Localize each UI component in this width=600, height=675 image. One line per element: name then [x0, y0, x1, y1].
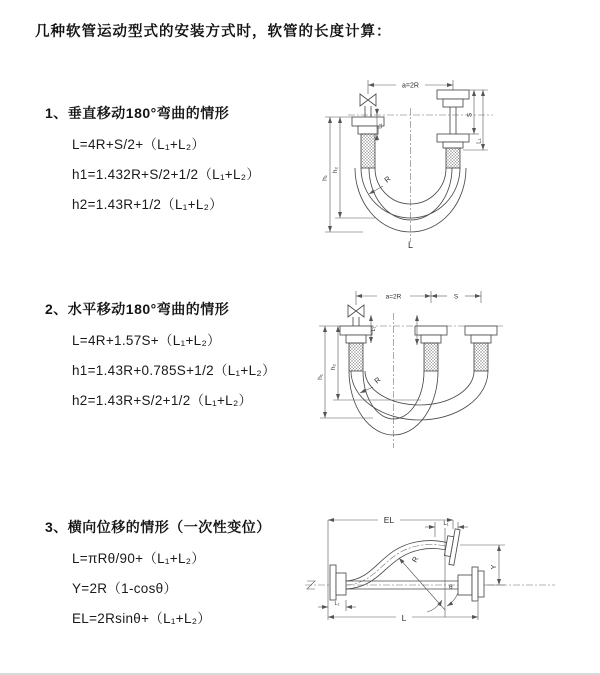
- dim-h1-label: h₁: [317, 374, 324, 380]
- dim-l1-top: [425, 521, 468, 537]
- dim-l1: [371, 315, 417, 345]
- diagram-lateral-displacement: [300, 505, 600, 645]
- braided-hose-end: [446, 148, 460, 168]
- dim-l: [328, 602, 478, 623]
- formula-h1: h1=1.432R+S/2+1/2（L₁+L₂）: [72, 167, 261, 182]
- dim-a-label: a=2R: [385, 293, 402, 301]
- diagram-horizontal-180-bend: [313, 283, 563, 463]
- left-pipe-assembly: [352, 106, 384, 168]
- page-title: 几种软管运动型式的安装方式时，软管的长度计算：: [35, 24, 392, 40]
- formula-l: L=4R+S/2+（L₁+L₂）: [72, 137, 206, 152]
- section-1-heading: 1、垂直移动180°弯曲的情形: [45, 105, 230, 121]
- dim-s-label: S: [466, 112, 474, 118]
- radius-callout: [369, 174, 393, 194]
- dim-l1-left-label: L₁: [334, 601, 340, 607]
- formula-el: EL=2Rsinθ+（L₁+L₂）: [72, 611, 212, 626]
- formula-y: Y=2R（1-cosθ）: [72, 581, 178, 596]
- valve-icon: [360, 94, 376, 106]
- formula-l: L=4R+1.57S+（L₁+L₂）: [72, 333, 221, 348]
- dim-l1-top-label: L₁: [443, 521, 449, 527]
- lower-right-flange: [458, 567, 484, 601]
- section-vertical-180: [45, 103, 260, 213]
- dim-el: [328, 515, 453, 620]
- radius-label: R: [372, 375, 383, 386]
- dim-y-label: Y: [491, 564, 498, 570]
- formula-l: L=πRθ/90+（L₁+L₂）: [72, 551, 206, 566]
- dim-s-label: S: [453, 293, 459, 301]
- valve-icon: [348, 305, 364, 326]
- length-label: L: [407, 240, 414, 250]
- middle-pipe-assembly: [415, 326, 447, 371]
- diagram-vertical-180-bend: [313, 70, 551, 255]
- dim-l1-left: [377, 108, 384, 141]
- left-pipe-assembly: [340, 326, 372, 371]
- right-pipe-assembly: [465, 326, 497, 371]
- formula-h2: h2=1.43R+1/2（L₁+L₂）: [72, 197, 223, 212]
- dim-h2-label: h₂: [330, 363, 337, 371]
- s-curve-hose: [346, 540, 451, 589]
- section-lateral-displacement: [45, 517, 271, 627]
- dim-h1-label: h₁: [321, 175, 329, 181]
- section-horizontal-180: [45, 299, 276, 409]
- radius-label: R: [409, 554, 421, 564]
- left-flange: [330, 565, 346, 600]
- dim-l1-left: [318, 600, 356, 611]
- formula-h2: h2=1.43R+S/2+1/2（L₁+L₂）: [72, 393, 253, 408]
- dim-l1-right-label: L₁: [476, 138, 483, 144]
- upper-right-flange: [443, 528, 460, 565]
- formula-h1: h1=1.43R+0.785S+1/2（L₁+L₂）: [72, 363, 276, 378]
- radius-label: R: [382, 174, 393, 185]
- dim-h2-label: h₂: [332, 166, 339, 174]
- theta-label: θ: [449, 584, 453, 591]
- dim-l-label: L: [401, 613, 407, 623]
- dim-el-label: EL: [383, 515, 395, 525]
- section-3-heading: 3、横向位移的情形（一次性变位）: [45, 519, 271, 535]
- dim-l1-left-label: L₁: [371, 326, 377, 332]
- u-hose-curves: [349, 371, 488, 435]
- dim-a-2r-and-s: [356, 291, 481, 305]
- dim-l1-left-label: L₁: [377, 123, 384, 129]
- section-2-heading: 2、水平移动180°弯曲的情形: [45, 301, 230, 317]
- dim-a-label: a=2R: [402, 82, 419, 90]
- braided-hose-end: [361, 134, 375, 168]
- right-pipe-assembly: [437, 90, 469, 168]
